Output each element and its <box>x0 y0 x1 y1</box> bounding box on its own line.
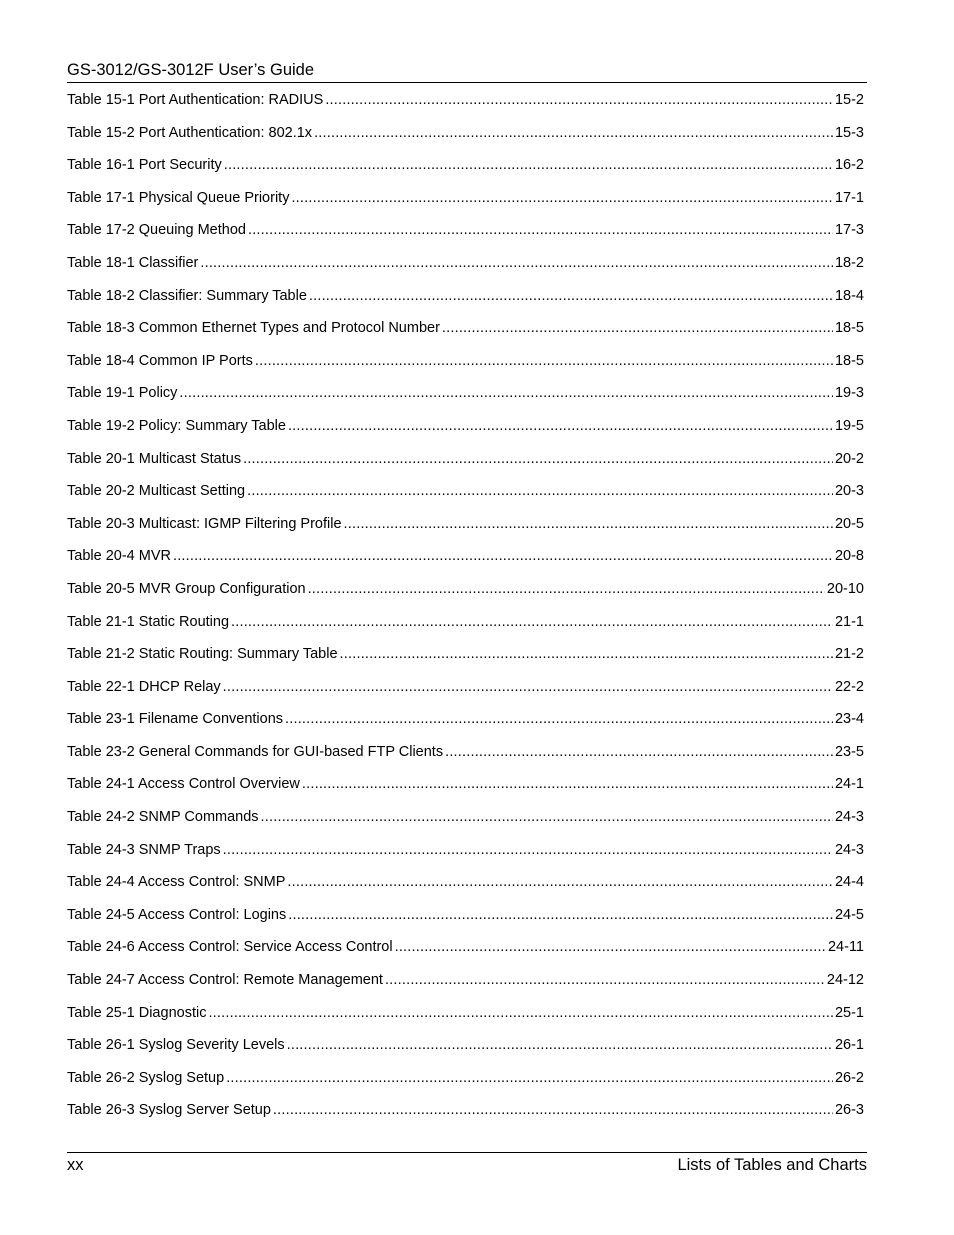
toc-entry-page-number[interactable]: 20-8 <box>834 548 864 565</box>
dot-leader <box>340 644 833 664</box>
toc-entry[interactable] <box>67 90 864 123</box>
toc-entry[interactable] <box>67 742 864 775</box>
toc-entry-page-number[interactable]: 23-4 <box>834 711 864 728</box>
toc-entry[interactable] <box>67 872 864 905</box>
toc-entry-label[interactable]: Table 20-3 Multicast: IGMP Filtering Profile <box>67 515 342 532</box>
dot-leader <box>248 220 833 240</box>
toc-entry[interactable] <box>67 383 864 416</box>
toc-entry[interactable] <box>67 807 864 840</box>
toc-entry-label[interactable]: Table 17-2 Queuing Method <box>67 222 246 239</box>
toc-entry[interactable] <box>67 612 864 645</box>
dot-leader <box>288 416 833 436</box>
dot-leader <box>291 188 833 208</box>
toc-entry-page-number[interactable]: 24-11 <box>827 939 864 956</box>
toc-entry-page-number[interactable]: 24-1 <box>834 776 864 793</box>
toc-entry-label[interactable]: Table 22-1 DHCP Relay <box>67 678 221 695</box>
toc-entry[interactable] <box>67 579 864 612</box>
toc-entry-page-number[interactable]: 24-4 <box>834 874 864 891</box>
toc-entry-page-number[interactable]: 20-3 <box>834 483 864 500</box>
toc-entry-label[interactable]: Table 24-4 Access Control: SNMP <box>67 874 286 891</box>
dot-leader <box>385 970 825 990</box>
toc-entry-label[interactable]: Table 20-1 Multicast Status <box>67 450 242 467</box>
toc-entry-label[interactable]: Table 19-1 Policy <box>67 385 178 402</box>
toc-entry-page-number[interactable]: 26-2 <box>834 1069 864 1086</box>
toc-entry-label[interactable]: Table 21-1 Static Routing <box>67 613 230 630</box>
dot-leader <box>255 351 833 371</box>
toc-entry-page-number[interactable]: 18-4 <box>834 287 864 304</box>
toc-entry[interactable] <box>67 123 864 156</box>
toc-entry-label[interactable]: Table 20-4 MVR <box>67 548 171 565</box>
dot-leader <box>179 383 833 403</box>
toc-entry[interactable] <box>67 155 864 188</box>
page-footer <box>67 1152 867 1177</box>
toc-entry-label[interactable]: Table 24-6 Access Control: Service Access Control <box>67 939 393 956</box>
toc-entry-label[interactable]: Table 15-1 Port Authentication: RADIUS <box>67 92 324 108</box>
toc-entry[interactable] <box>67 416 864 449</box>
toc-entry-page-number[interactable]: 17-3 <box>834 222 864 239</box>
toc-entry-page-number[interactable]: 26-3 <box>834 1102 864 1119</box>
dot-leader <box>208 1003 833 1023</box>
toc-entry-label[interactable]: Table 18-4 Common IP Ports <box>67 352 253 369</box>
toc-entry-label[interactable]: Table 24-7 Access Control: Remote Management <box>67 972 383 989</box>
toc-entry-page-number[interactable]: 20-2 <box>834 450 864 467</box>
toc-entry[interactable] <box>67 286 864 319</box>
toc-entry-page-number[interactable]: 22-2 <box>834 678 864 695</box>
dot-leader <box>247 481 833 501</box>
toc-entry-page-number[interactable]: 24-5 <box>834 906 864 923</box>
toc-entry-label[interactable]: Table 24-5 Access Control: Logins <box>67 906 287 923</box>
toc-entry[interactable] <box>67 481 864 514</box>
toc-entry-label[interactable]: Table 23-1 Filename Conventions <box>67 711 284 728</box>
dot-leader <box>231 612 833 632</box>
toc-entry-page-number[interactable]: 23-5 <box>834 743 864 760</box>
toc-entry[interactable] <box>67 514 864 547</box>
table-of-contents-list <box>67 90 864 1133</box>
toc-entry[interactable] <box>67 1003 864 1036</box>
dot-leader <box>173 546 833 566</box>
section-title: Lists of Tables and Charts <box>677 1156 867 1174</box>
toc-entry[interactable] <box>67 840 864 873</box>
toc-entry-label[interactable]: Table 24-2 SNMP Commands <box>67 809 259 826</box>
toc-entry-label[interactable]: Table 15-2 Port Authentication: 802.1x <box>67 124 313 141</box>
toc-entry-page-number[interactable]: 18-5 <box>834 352 864 369</box>
dot-leader <box>287 872 833 892</box>
dot-leader <box>223 677 833 697</box>
toc-entry-page-number[interactable]: 20-10 <box>826 580 864 597</box>
dot-leader <box>445 742 833 762</box>
toc-entry[interactable] <box>67 774 864 807</box>
toc-entry-page-number[interactable]: 15-2 <box>834 92 864 108</box>
toc-entry[interactable] <box>67 709 864 742</box>
toc-entry[interactable] <box>67 546 864 579</box>
toc-entry-label[interactable]: Table 21-2 Static Routing: Summary Table <box>67 646 338 663</box>
toc-entry-page-number[interactable]: 24-3 <box>834 841 864 858</box>
toc-entry-page-number[interactable]: 18-2 <box>834 254 864 271</box>
toc-entry[interactable] <box>67 188 864 221</box>
toc-entry-page-number[interactable]: 19-5 <box>834 417 864 434</box>
toc-entry-label[interactable]: Table 18-1 Classifier <box>67 254 199 271</box>
toc-entry-label[interactable]: Table 26-3 Syslog Server Setup <box>67 1102 271 1119</box>
toc-entry-page-number[interactable]: 21-1 <box>834 613 864 630</box>
toc-entry-page-number[interactable]: 20-5 <box>834 515 864 532</box>
dot-leader <box>285 709 833 729</box>
dot-leader <box>395 937 826 957</box>
toc-entry-page-number[interactable]: 15-3 <box>834 124 864 141</box>
dot-leader <box>309 286 833 306</box>
dot-leader <box>302 774 833 794</box>
toc-entry-label[interactable]: Table 24-3 SNMP Traps <box>67 841 221 858</box>
toc-entry[interactable] <box>67 1100 864 1133</box>
dot-leader <box>226 1068 833 1088</box>
dot-leader <box>243 449 833 469</box>
toc-entry[interactable] <box>67 449 864 482</box>
toc-entry[interactable] <box>67 677 864 710</box>
dot-leader <box>314 123 833 143</box>
toc-entry-label[interactable]: Table 19-2 Policy: Summary Table <box>67 417 286 434</box>
toc-entry[interactable] <box>67 970 864 1003</box>
toc-entry[interactable] <box>67 644 864 677</box>
toc-entry-label[interactable]: Table 26-2 Syslog Setup <box>67 1069 225 1086</box>
dot-leader <box>344 514 833 534</box>
toc-entry-label[interactable]: Table 18-3 Common Ethernet Types and Protocol Number <box>67 320 440 337</box>
dot-leader <box>200 253 833 273</box>
toc-entry-label[interactable]: Table 26-1 Syslog Severity Levels <box>67 1037 285 1054</box>
dot-leader <box>325 90 833 110</box>
toc-entry-page-number[interactable]: 24-12 <box>826 972 864 989</box>
toc-entry-label[interactable]: Table 25-1 Diagnostic <box>67 1004 207 1021</box>
dot-leader <box>442 318 833 338</box>
toc-entry-label[interactable]: Table 20-2 Multicast Setting <box>67 483 246 500</box>
dot-leader <box>308 579 825 599</box>
toc-entry[interactable] <box>67 937 864 970</box>
toc-entry[interactable] <box>67 253 864 286</box>
toc-entry-page-number[interactable]: 24-3 <box>834 809 864 826</box>
dot-leader <box>224 155 833 175</box>
toc-entry-page-number[interactable]: 21-2 <box>834 646 864 663</box>
toc-entry-page-number[interactable]: 25-1 <box>834 1004 864 1021</box>
dot-leader <box>273 1100 833 1120</box>
toc-entry-page-number[interactable]: 18-5 <box>834 320 864 337</box>
page-header <box>67 60 867 83</box>
toc-entry[interactable] <box>67 1035 864 1068</box>
dot-leader <box>223 840 833 860</box>
toc-entry-page-number[interactable]: 16-2 <box>834 157 864 174</box>
toc-entry-label[interactable]: Table 24-1 Access Control Overview <box>67 776 300 793</box>
toc-entry-page-number[interactable]: 17-1 <box>834 189 864 206</box>
toc-entry-page-number[interactable]: 26-1 <box>834 1037 864 1054</box>
dot-leader <box>287 1035 833 1055</box>
toc-entry[interactable] <box>67 220 864 253</box>
toc-entry-label[interactable]: Table 20-5 MVR Group Configuration <box>67 580 306 597</box>
toc-entry-label[interactable]: Table 18-2 Classifier: Summary Table <box>67 287 307 304</box>
toc-entry-page-number[interactable]: 19-3 <box>834 385 864 402</box>
toc-entry[interactable] <box>67 905 864 938</box>
page-number: xx <box>67 1156 84 1174</box>
document-title: GS-3012/GS-3012F User’s Guide <box>67 61 315 79</box>
dot-leader <box>288 905 833 925</box>
dot-leader <box>261 807 833 827</box>
toc-entry[interactable] <box>67 1068 864 1101</box>
toc-entry-label[interactable]: Table 16-1 Port Security <box>67 157 222 174</box>
toc-entry-label[interactable]: Table 17-1 Physical Queue Priority <box>67 189 290 206</box>
toc-entry[interactable] <box>67 351 864 384</box>
toc-entry-label[interactable]: Table 23-2 General Commands for GUI-based FTP Clients <box>67 743 444 760</box>
toc-entry[interactable] <box>67 318 864 351</box>
